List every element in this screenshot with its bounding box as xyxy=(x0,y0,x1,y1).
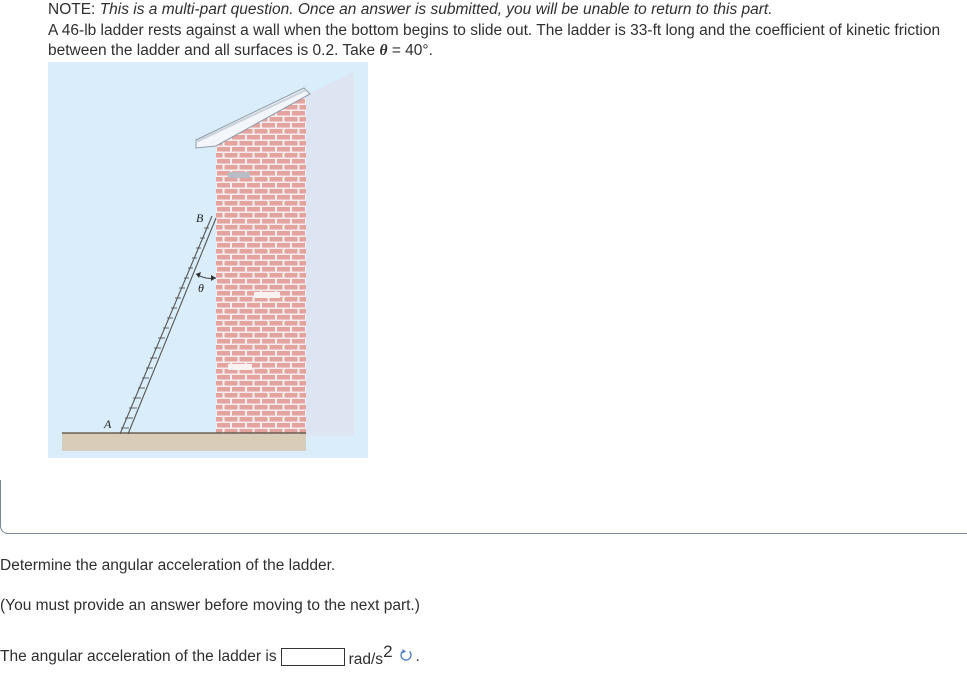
note-label: NOTE: xyxy=(48,1,96,18)
ladder-figure xyxy=(48,62,368,458)
problem-text-line xyxy=(48,21,963,62)
unit-base: rad/s xyxy=(348,651,384,669)
building-side xyxy=(304,72,354,436)
counterclockwise-arrow-icon xyxy=(399,644,413,670)
theta-symbol: θ xyxy=(379,42,388,59)
label-a: A xyxy=(104,417,112,431)
ground xyxy=(62,433,306,451)
answer-row xyxy=(0,640,420,673)
answer-label: The angular acceleration of the ladder is xyxy=(0,647,277,665)
unit-label xyxy=(349,640,393,673)
section-divider xyxy=(0,480,967,534)
trailing-period: . xyxy=(415,647,420,665)
label-b: B xyxy=(196,211,204,225)
problem-statement xyxy=(48,0,963,62)
brick-wall xyxy=(216,96,306,436)
unit-exponent: 2 xyxy=(383,642,393,661)
question-prompt: Determine the angular acceleration of the ladder. xyxy=(0,557,336,574)
note-line xyxy=(48,0,963,21)
theta-value: = 40°. xyxy=(391,42,433,59)
question-instruction: (You must provide an answer before moving to the next part.) xyxy=(0,597,420,614)
note-text: This is a multi-part question. Once an answer is submitted, you will be unable to return to this part. xyxy=(99,1,773,18)
label-theta: θ xyxy=(198,281,204,295)
angular-acceleration-input[interactable] xyxy=(281,648,345,666)
problem-text: A 46-lb ladder rests against a wall when the bottom begins to slide out. The ladder is 33-ft long and the coefficient of kinetic friction between the ladder and all surfaces is 0.2. Take xyxy=(48,21,941,59)
